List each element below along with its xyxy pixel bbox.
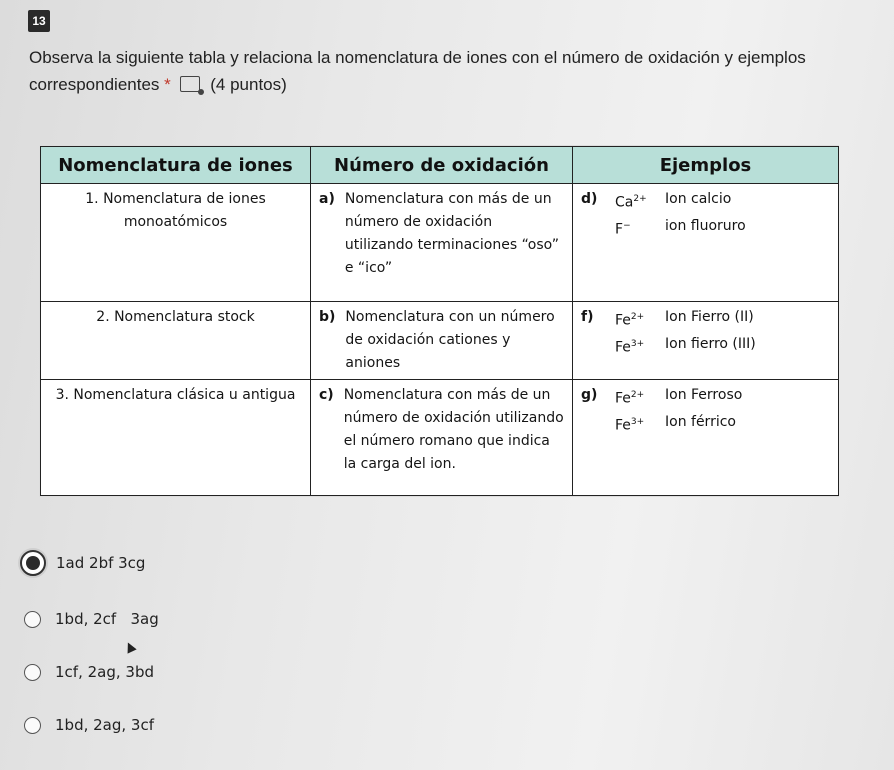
header-oxidation: Número de oxidación — [311, 147, 573, 184]
oxidation-text: Nomenclatura con un número de oxidación cationes y aniones — [345, 309, 555, 371]
option-2[interactable] — [18, 610, 318, 628]
examples-cell — [573, 302, 839, 380]
ion-charge: 2+ — [633, 194, 647, 204]
oxidation-text: Nomenclatura con más de un número de oxidación utilizando el número romano que indica la carga del ion. — [343, 387, 564, 472]
oxidation-cell — [311, 380, 573, 496]
question-text: Observa la siguiente tabla y relaciona la nomenclatura de iones con el número de oxidación y ejemplos correspondientes — [29, 48, 806, 94]
radio-icon[interactable] — [24, 664, 41, 681]
ion-symbol: Fe — [615, 390, 631, 407]
ion-symbol: Ca — [615, 194, 634, 211]
examples-cell — [573, 380, 839, 496]
option-4[interactable] — [18, 716, 318, 734]
oxidation-marker: b) — [319, 309, 336, 325]
oxidation-marker: a) — [319, 191, 335, 207]
oxidation-text: Nomenclatura con más de un número de oxidación utilizando terminaciones “oso” e “ico” — [344, 191, 559, 276]
option-label[interactable]: 1cf, 2ag, 3bd — [55, 663, 154, 681]
nomenclature-cell: 2. Nomenclatura stock — [41, 302, 311, 380]
oxidation-marker: c) — [319, 387, 334, 403]
ion-name: ion fluoruro — [665, 217, 746, 234]
question-points: (4 puntos) — [210, 75, 287, 94]
table-row — [41, 380, 839, 496]
ion-name: Ion Ferroso — [665, 387, 743, 403]
ions-table — [40, 146, 839, 496]
nomenclature-cell: 3. Nomenclatura clásica u antigua — [41, 380, 311, 496]
option-1[interactable] — [18, 550, 318, 576]
option-label[interactable]: 1bd, 2ag, 3cf — [55, 716, 154, 734]
ion-symbol: Fe — [615, 312, 631, 329]
ion-charge: 3+ — [630, 416, 645, 427]
oxidation-cell — [311, 184, 573, 302]
question-number: 13 — [28, 10, 50, 32]
table-row — [41, 184, 839, 302]
ion-symbol: Fe — [615, 417, 631, 434]
header-nomenclature: Nomenclatura de iones — [41, 147, 311, 184]
question-text-block — [29, 44, 869, 98]
ion-charge: − — [623, 220, 631, 231]
table-row — [41, 302, 839, 380]
ion-name: Ion fierro (III) — [665, 335, 756, 352]
option-label[interactable]: 1ad 2bf 3cg — [56, 554, 146, 572]
example-marker: f) — [581, 309, 594, 325]
ion-charge: 2+ — [630, 390, 645, 400]
oxidation-cell — [311, 302, 573, 380]
ion-symbol: Fe — [615, 339, 631, 356]
option-label[interactable]: 1bd, 2cf 3ag — [55, 610, 159, 628]
radio-icon[interactable] — [24, 611, 41, 628]
example-marker: g) — [581, 387, 598, 403]
required-mark: * — [164, 75, 171, 94]
nomenclature-cell: 1. Nomenclatura de iones monoatómicos — [41, 184, 311, 302]
examples-cell — [573, 184, 839, 302]
question-table-image — [40, 146, 838, 496]
ion-charge: 3+ — [630, 338, 645, 349]
ion-symbol: F — [615, 221, 624, 238]
header-examples: Ejemplos — [573, 147, 839, 184]
ion-charge: 2+ — [630, 312, 645, 322]
mouse-cursor-icon — [123, 640, 136, 653]
radio-icon[interactable] — [24, 717, 41, 734]
radio-selected-icon[interactable] — [20, 550, 46, 576]
ion-name: Ion calcio — [665, 191, 732, 207]
ion-name: Ion férrico — [665, 413, 736, 430]
example-marker: d) — [581, 191, 598, 207]
ion-name: Ion Fierro (II) — [665, 309, 754, 325]
option-3[interactable] — [18, 663, 318, 681]
immersive-reader-icon[interactable] — [180, 76, 200, 92]
